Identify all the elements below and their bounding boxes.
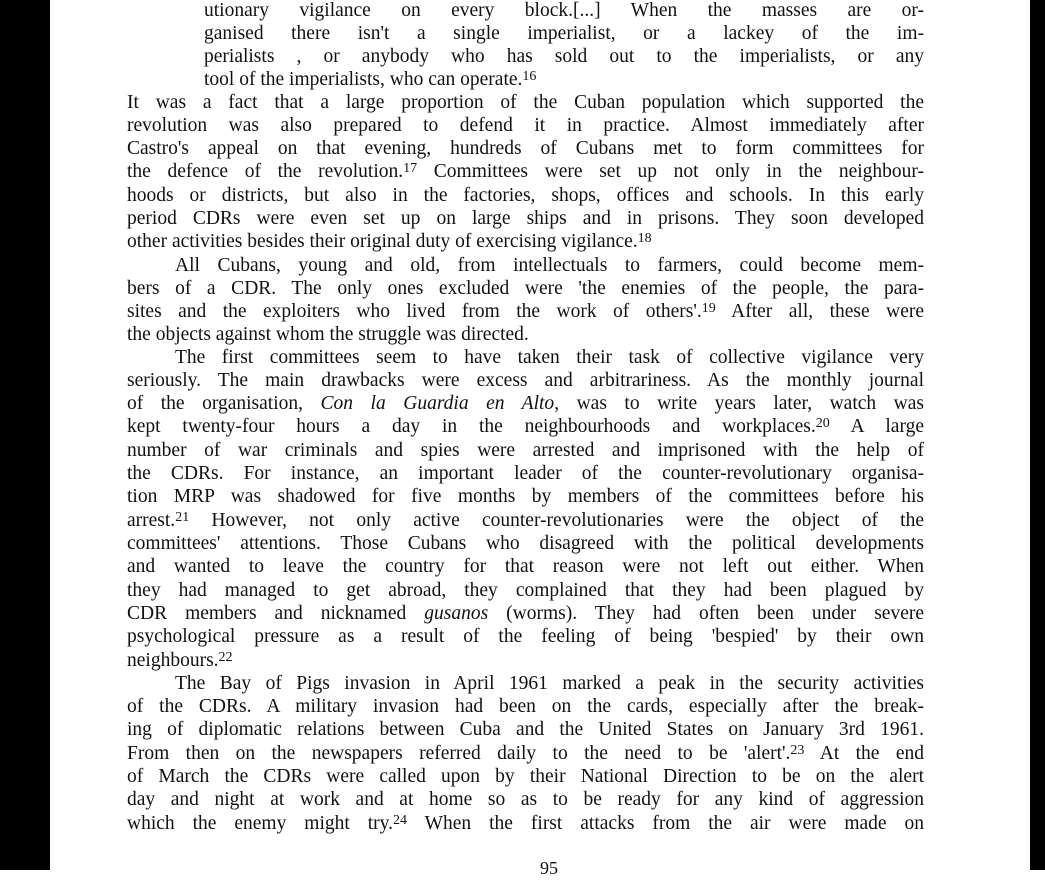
quote-line: utionary vigilance on every block.[...] When the masses are or- bbox=[204, 0, 924, 21]
right-scan-border bbox=[1030, 0, 1045, 870]
text-line: period CDRs were even set up on large ships and in prisons. They soon developed bbox=[127, 208, 924, 229]
text-line: the defence of the revolution.$^{17}$ Committees were set up not only in the neighbour- bbox=[127, 161, 924, 182]
text-line: the objects against whom the struggle was directed. bbox=[127, 324, 529, 345]
text-line: seriously. The main drawbacks were excess and arbitrariness. As the monthly journal bbox=[127, 370, 924, 391]
text-line: The Bay of Pigs invasion in April 1961 marked a peak in the security activities bbox=[175, 673, 924, 694]
text-line: of the CDRs. A military invasion had been on the cards, especially after the break- bbox=[127, 696, 924, 717]
text-line: ing of diplomatic relations between Cuba and the United States on January 3rd 1961. bbox=[127, 719, 924, 740]
text-line: Castro's appeal on that evening, hundreds of Cubans met to form committees for bbox=[127, 138, 924, 159]
text-line: tion MRP was shadowed for five months by members of the committees before his bbox=[127, 486, 924, 507]
text-line: of March the CDRs were called upon by their National Direction to be on the alert bbox=[127, 766, 924, 787]
footnote-ref: 20 bbox=[815, 416, 830, 431]
quote-line: tool of the imperialists, who can operate.$^{16}$ bbox=[204, 69, 537, 90]
text-line: CDR members and nicknamed gusanos (worms). They had often been under severe bbox=[127, 603, 925, 624]
text-line: committees' attentions. Those Cubans who disagreed with the political developments bbox=[127, 533, 924, 554]
page-number: 95 bbox=[540, 858, 558, 878]
quote-line: perialists , or anybody who has sold out to the imperialists, or any bbox=[204, 46, 924, 67]
text-line: The first committees seem to have taken their task of collective vigilance very bbox=[175, 347, 924, 368]
text-line: psychological pressure as a result of the feeling of being 'bespied' by their own bbox=[127, 626, 924, 647]
quote-line: ganised there isn't a single imperialist, or a lackey of the im- bbox=[204, 23, 924, 44]
journal-title: Con la Guardia en Alto bbox=[320, 393, 555, 414]
text-line: of the organisation, Con la Guardia en Alto, was to write years later, watch was bbox=[127, 393, 924, 414]
text-line: bers of a CDR. The only ones excluded were 'the enemies of the people, the para- bbox=[127, 278, 924, 299]
footnote-ref: 21 bbox=[175, 510, 190, 525]
text-line: arrest.$^{21}$ However, not only active counter-revolutionaries were the object of the bbox=[127, 510, 924, 531]
text-line: number of war criminals and spies were arrested and imprisoned with the help of bbox=[127, 440, 924, 461]
left-scan-border bbox=[0, 0, 50, 870]
footnote-ref: 23 bbox=[790, 743, 805, 758]
text-line: kept twenty-four hours a day in the neighbourhoods and workplaces.$^{20}$ A large bbox=[127, 416, 924, 437]
text-line: revolution was also prepared to defend it in practice. Almost immediately after bbox=[127, 115, 924, 136]
footnote-ref: 18 bbox=[637, 231, 652, 246]
italic-term: gusanos bbox=[424, 603, 489, 624]
text-line: sites and the exploiters who lived from the work of others'.$^{19}$ After all, these were bbox=[127, 301, 924, 322]
text-line: hoods or districts, but also in the factories, shops, offices and schools. In this early bbox=[127, 185, 924, 206]
text-line: which the enemy might try.$^{24}$ When the first attacks from the air were made on bbox=[127, 813, 924, 834]
book-page bbox=[127, 0, 925, 878]
text-line: From then on the newspapers referred daily to the need to be 'alert'.$^{23}$ At the end bbox=[127, 743, 924, 764]
text-line: and wanted to leave the country for that reason were not left out either. When bbox=[127, 556, 924, 577]
footnote-ref: 16 bbox=[522, 69, 537, 84]
text-line: other activities besides their original duty of exercising vigilance.$^{18}$ bbox=[127, 231, 652, 252]
text-line: day and night at work and at home so as to be ready for any kind of aggression bbox=[127, 789, 924, 810]
text-line: they had managed to get abroad, they complained that they had been plagued by bbox=[127, 580, 924, 601]
footnote-ref: 19 bbox=[701, 301, 716, 316]
text-line: All Cubans, young and old, from intellectuals to farmers, could become mem- bbox=[175, 255, 924, 276]
footnote-ref: 22 bbox=[218, 650, 233, 665]
text-line: It was a fact that a large proportion of the Cuban population which supported the bbox=[127, 92, 924, 113]
footnote-ref: 17 bbox=[403, 161, 418, 176]
text-line: the CDRs. For instance, an important leader of the counter-revolutionary organisa- bbox=[127, 463, 924, 484]
text-line: neighbours.$^{22}$ bbox=[127, 650, 233, 671]
footnote-ref: 24 bbox=[393, 813, 408, 828]
